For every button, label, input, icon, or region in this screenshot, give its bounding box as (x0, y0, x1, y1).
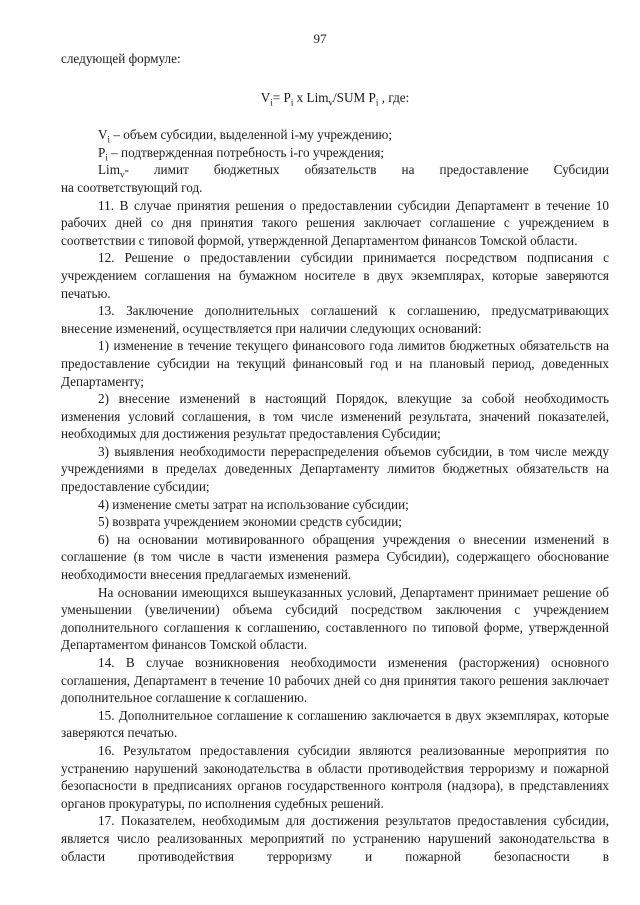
def-lim-word: лимит (153, 162, 189, 178)
paragraph-14: 14. В случае возникновения необходимости изменения (расторжения) основного соглашения, Департамент в течение 10 рабочих дней со дня принятия такого решения заключает дополнительное соглашение к соглашению. (61, 655, 609, 706)
list-item-5: 5) возврата учреждением экономии средств субсидии; (98, 514, 402, 530)
list-item-3: 3) выявления необходимости перераспределения объемов субсидии, в том числе между учреждениями в пределах доведенных Департаменту лимитов бюджетных обязательств на предоставление субсидии; (61, 443, 609, 495)
list-item-4: 4) изменение сметы затрат на использование субсидии; (98, 496, 409, 512)
paragraph-12: 12. Решение о предоставлении субсидии принимается посредством подписания с учреждением соглашения на бумажном носителе в двух экземплярах, которые заверяются печатью. (61, 250, 609, 301)
subsidy-formula (61, 89, 609, 107)
def-lim-symbol-group (98, 161, 129, 179)
formula-eq: = P (272, 89, 291, 105)
document-body (61, 50, 609, 865)
def-v-symbol: V (98, 127, 108, 143)
def-lim-word: - (124, 162, 129, 178)
list-item-1: 1) изменение в течение текущего финансового года лимитов бюджетных обязательств на предоставление субсидии на текущий финансовый год и на плановый период, доведенных Департаменту; (61, 338, 609, 389)
paragraph-16: 16. Результатом предоставления субсидии являются реализованные мероприятия по устранению нарушений законодательства в области противодействия терроризму и пожарной безопасности в предписаниях органов государственного контроля (надзора), в представлениях органов прокуратуры, по исполнения судебных решений. (61, 742, 609, 811)
paragraph-11: 11. В случае принятия решения о предоставлении субсидии Департамент в течение 10 рабочих дней со дня принятия такого решения заключает соглашение с учреждением в соответствии с типовой формой, утвержденной Департаментом финансов Томской области. (61, 197, 609, 248)
paragraph-17: 17. Показателем, необходимым для достижения результатов предоставления субсидии, является число реализованных мероприятий по устранению нарушений законодательства в области противодействия терроризму и пожарной безопасности в (61, 813, 609, 864)
list-item-6: 6) на основании мотивированного обращения учреждения о внесении изменений в соглашение (в том числе в части изменения размера Субсидии), содержащего обоснование необходимости внесения предлагаемых изменений. (61, 531, 609, 583)
def-v-sub: i (107, 134, 111, 145)
def-lim-sub: v (119, 170, 125, 181)
def-lim-word: на (401, 162, 415, 178)
def-p-symbol: P (98, 144, 106, 160)
def-lim-symbol: Lim (98, 162, 120, 178)
formula-mid: x Lim (293, 89, 329, 105)
page-number: 97 (313, 31, 327, 46)
definition-lim-continuation: на соответствующий год. (61, 179, 203, 195)
definition-lim (61, 161, 609, 179)
def-lim-word: обязательств (304, 162, 377, 178)
definition-p (61, 144, 609, 162)
def-v-text: – объем субсидии, выделенной i-му учреждению; (110, 127, 393, 143)
def-p-sub: i (105, 152, 108, 163)
def-lim-word: Субсидии (553, 162, 609, 178)
formula-sum-sub: i (375, 97, 379, 108)
def-p-text: – подтвержденная потребность i-го учреждения; (107, 144, 385, 160)
formula-v: V (260, 89, 271, 105)
formula-p-sub: i (290, 97, 294, 108)
paragraph-13: 13. Заключение дополнительных соглашений к соглашению, предусматривающих внесение изменений, осуществляется при наличии следующих оснований: (61, 303, 609, 336)
formula-lim-sub: v (328, 97, 334, 108)
paragraph-decision: На основании имеющихся вышеуказанных условий, Департамент принимает решение об уменьшении (увеличении) объема субсидий посредством заключения с учреждением дополнительного соглашения к соглашению, составленного по типовой форме, утвержденной Департаментом финансов Томской области. (61, 584, 609, 653)
intro-text: следующей формуле: (61, 51, 181, 66)
def-lim-word: предоставление (439, 162, 529, 178)
formula-tail: /SUM P (333, 89, 376, 105)
def-lim-word: бюджетных (213, 162, 280, 178)
list-item-2: 2) внесение изменений в настоящий Порядок, влекущие за собой необходимость изменения условий соглашения, в том числе изменений результата, значений показателей, необходимых для достижения результат предоставления Субсидии; (61, 391, 609, 442)
paragraph-15: 15. Дополнительное соглашение к соглашению заключается в двух экземплярах, которые заверяются печатью. (61, 707, 609, 741)
formula-v-sub: i (270, 97, 273, 108)
formula-end: , где: (378, 89, 410, 105)
definition-v (61, 126, 609, 144)
